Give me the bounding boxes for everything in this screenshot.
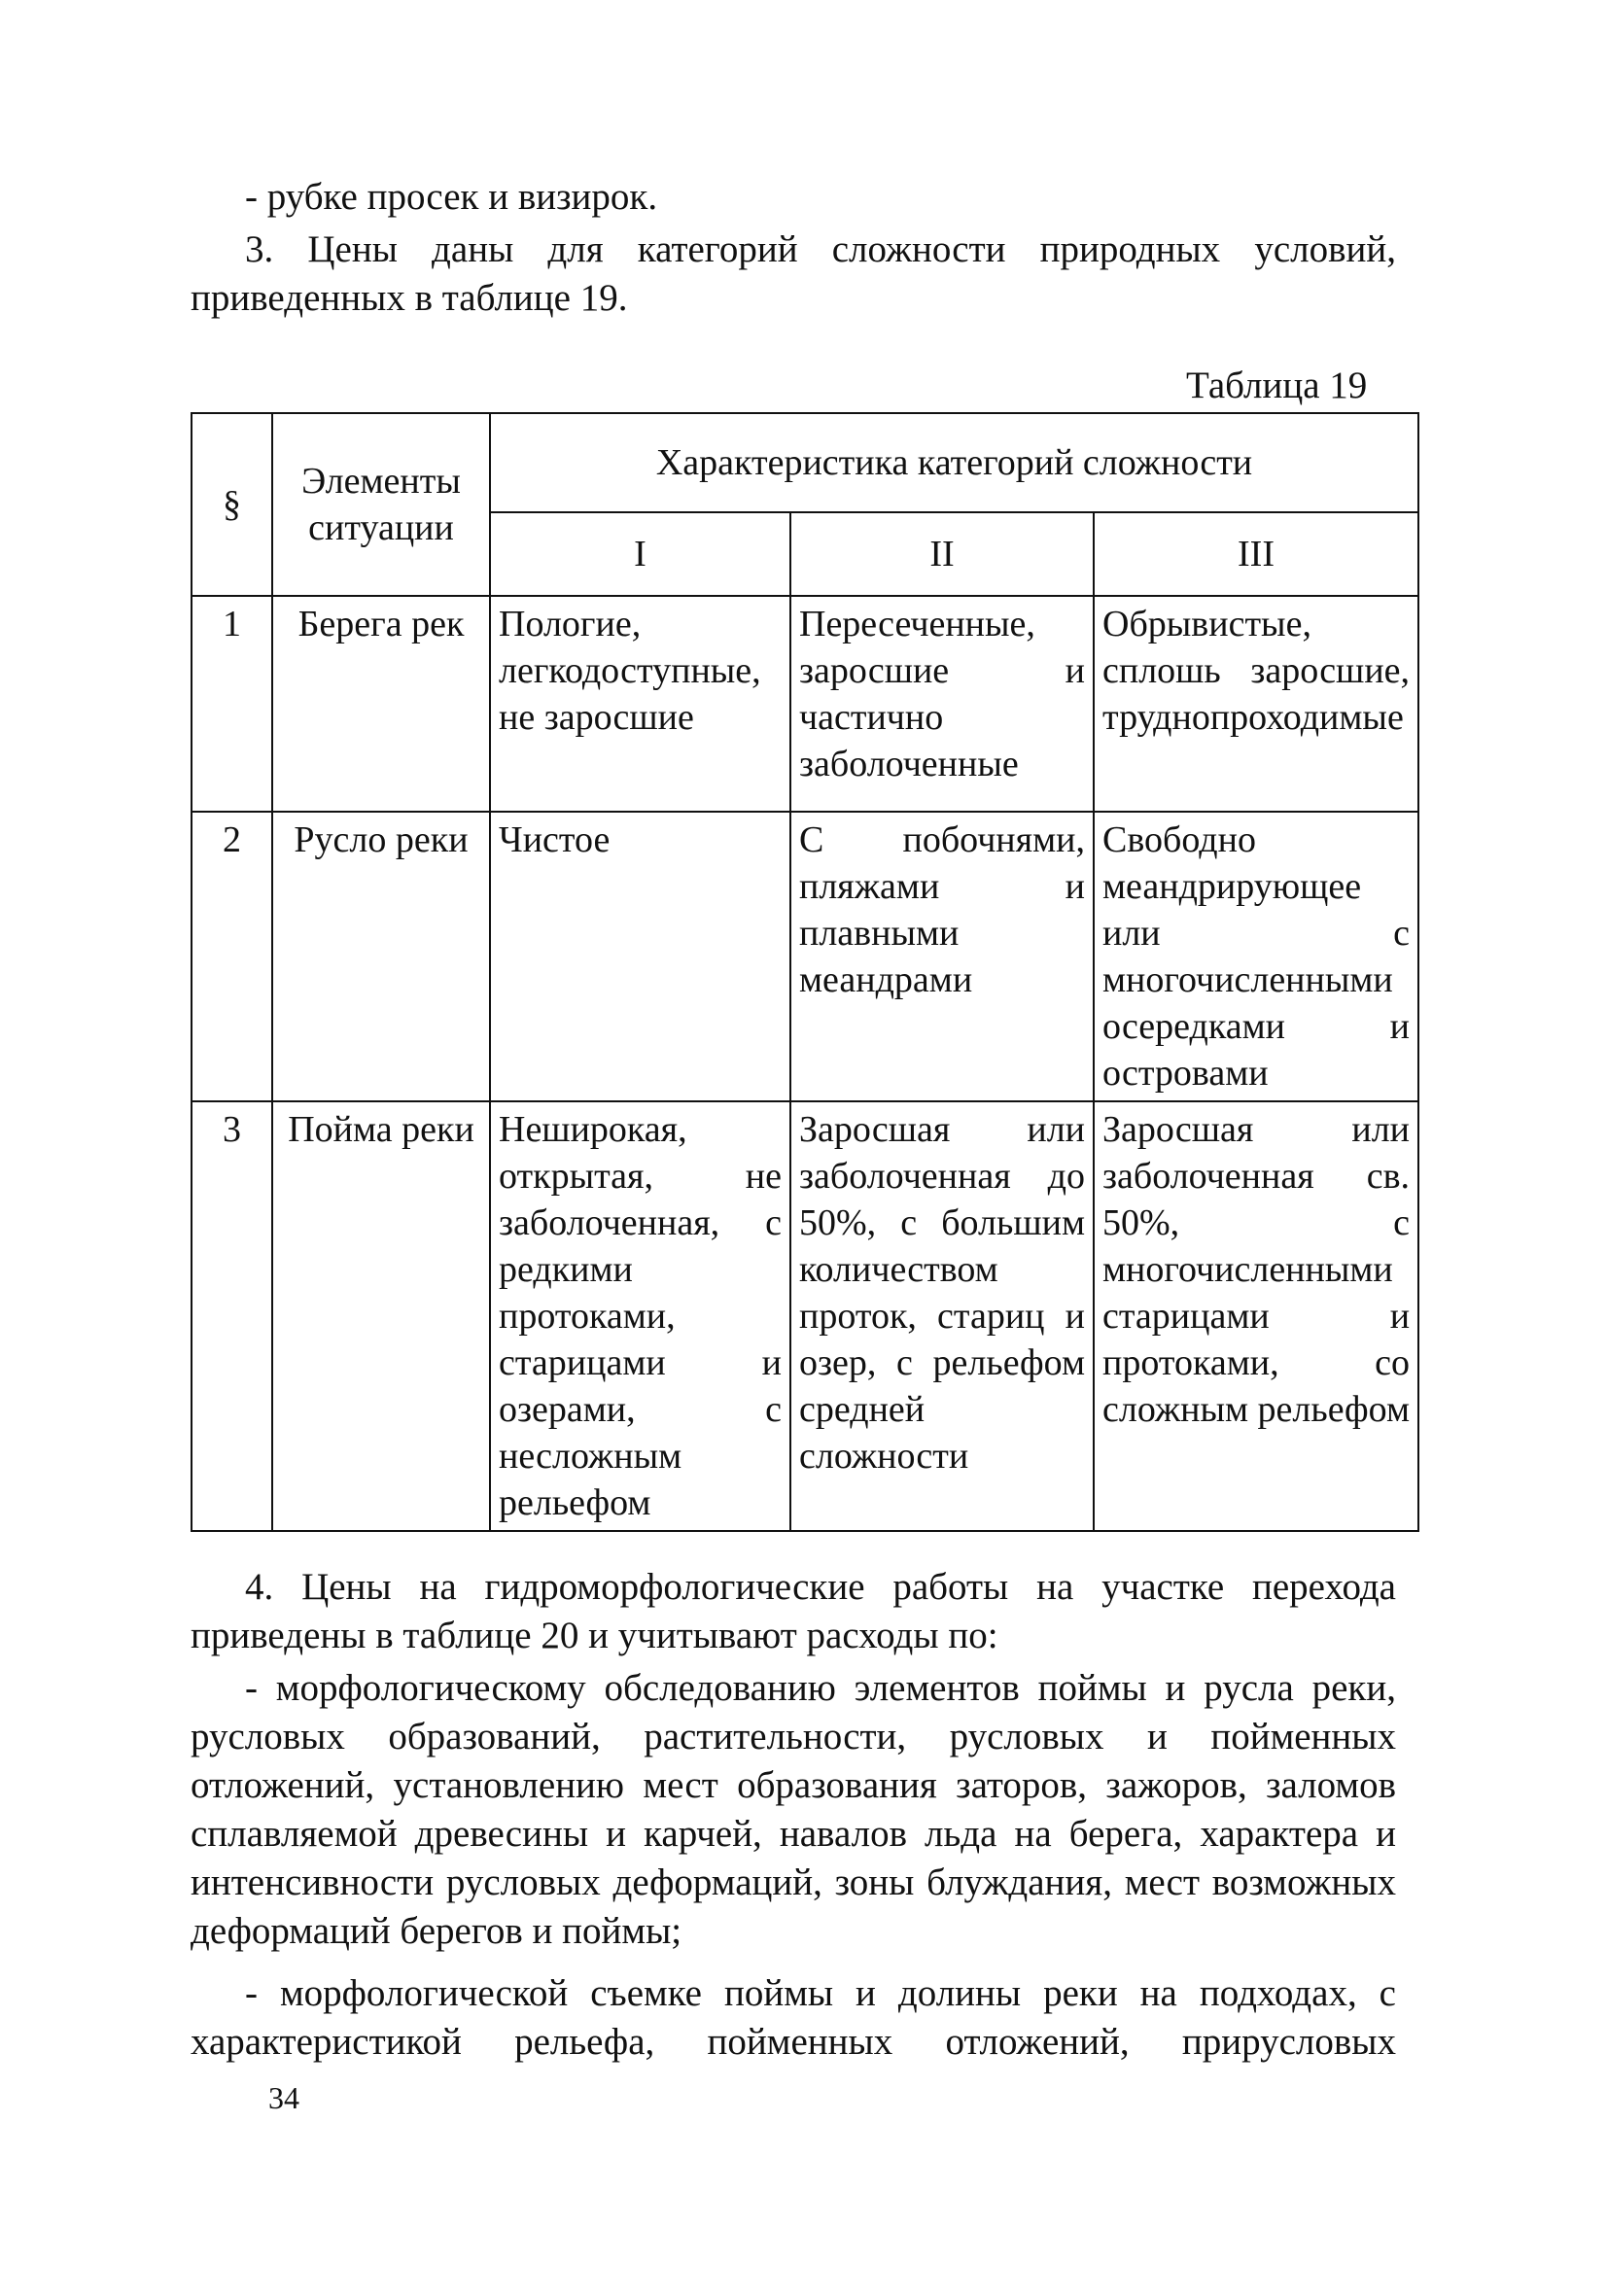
table-row [192,596,1418,812]
row-number: 1 [192,596,272,812]
complexity-table [191,412,1419,1532]
header-category-3: III [1094,512,1418,596]
header-category-2: II [790,512,1094,596]
row-category-1: Чистое [490,812,790,1101]
table-row [192,1101,1418,1531]
page-number: 34 [268,2080,299,2115]
list-item-morphological-mapping: - морфологической съемке поймы и долины реки на подходах, с характеристикой рельефа, пойменных отложений, прирусловых [191,1972,1396,2063]
paragraph-4: 4. Цены на гидроморфологические работы на участке перехода приведены в таблице 20 и учитывают расходы по: [191,1566,1396,1656]
header-section-symbol: § [192,413,272,596]
paragraph-3: 3. Цены даны для категорий сложности природных условий, приведенных в таблице 19. [191,228,1396,319]
table-caption: Таблица 19 [1186,365,1368,406]
row-category-2: Заросшая или заболоченная до 50%, с большим количеством проток, стариц и озер, с рельефом средней сложности [790,1101,1094,1531]
list-item-morphological-survey: - морфологическому обследованию элементов поймы и русла реки, русловых образований, растительности, русловых и пойменных отложений, установлению мест образования заторов, зажоров, заломов сплавляемой древесины и карчей, навалов льда на берега, характера и интенсивности русловых деформаций, зоны блуждания, мест возможных деформаций берегов и поймы; [191,1667,1396,1952]
row-element: Пойма реки [272,1101,490,1531]
header-elements: Элементы ситуации [272,413,490,596]
header-characteristics: Характеристика категорий сложности [490,413,1418,512]
row-number: 2 [192,812,272,1101]
row-element: Берега рек [272,596,490,812]
row-category-2: Пересеченные, заросшие и частично заболоченные [790,596,1094,812]
row-category-3: Обрывистые, сплошь заросшие, труднопроходимые [1094,596,1418,812]
row-category-2: С побочнями, пляжами и плавными меандрами [790,812,1094,1101]
header-category-1: I [490,512,790,596]
intro-line: - рубке просек и визирок. [245,176,658,218]
table-row [192,812,1418,1101]
row-category-1: Пологие, легкодоступные, не заросшие [490,596,790,812]
row-number: 3 [192,1101,272,1531]
row-element: Русло реки [272,812,490,1101]
row-category-1: Неширокая, открытая, не заболоченная, с редкими протоками, старицами и озерами, с несложным рельефом [490,1101,790,1531]
row-category-3: Заросшая или заболоченная св. 50%, с многочисленными старицами и протоками, со сложным рельефом [1094,1101,1418,1531]
row-category-3: Свободно меандрирующее или с многочисленными осередками и островами [1094,812,1418,1101]
